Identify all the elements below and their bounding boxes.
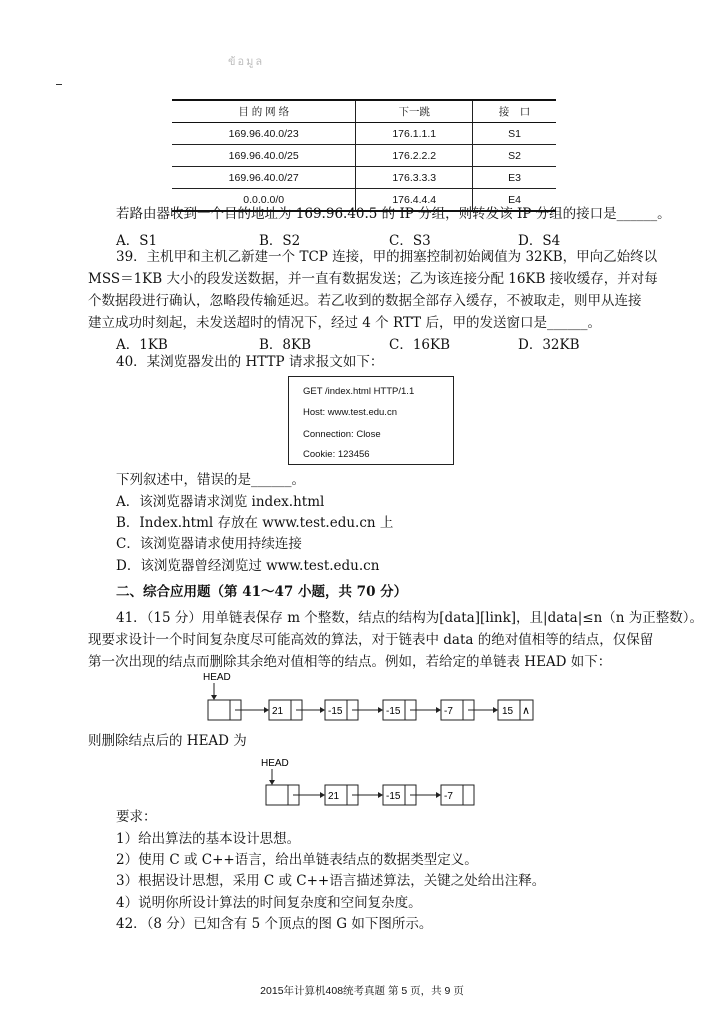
table-cell: 169.96.40.0/27 — [172, 167, 356, 189]
q38-option-c: C．S3 — [389, 233, 431, 249]
list-node — [266, 785, 325, 805]
table-cell: 176.1.1.1 — [356, 123, 473, 145]
list-node — [325, 700, 383, 720]
list-node — [441, 700, 498, 720]
faded-header-text: ข้อมูล — [228, 55, 265, 68]
q40-stem: 40．某浏览器发出的 HTTP 请求报文如下： — [116, 354, 384, 370]
requirement-item: 2）使用 C 或 C++语言，给出单链表结点的数据类型定义。 — [116, 852, 478, 868]
routing-table-header — [172, 100, 556, 123]
http-request-box — [288, 376, 454, 465]
table-cell: 169.96.40.0/25 — [172, 145, 356, 167]
list-node — [498, 700, 533, 720]
head-label: HEAD — [203, 672, 231, 683]
table-cell: S1 — [473, 123, 556, 145]
q40-option-a: A．该浏览器请求浏览 index.html — [116, 494, 325, 510]
q38-option-a: A．S1 — [116, 233, 158, 249]
q38-option-d: D．S4 — [518, 233, 561, 249]
table-cell: 169.96.40.0/23 — [172, 123, 356, 145]
q40-question: 下列叙述中，错误的是______。 — [116, 472, 305, 488]
q41-line: 现要求设计一个时间复杂度尽可能高效的算法，对于链表中 data 的绝对值相等的结点，仅保留 — [88, 632, 654, 648]
table-cell: E3 — [473, 167, 556, 189]
column-header: 接 口 — [473, 100, 556, 123]
request-line: GET /index.html HTTP/1.1 — [303, 386, 415, 397]
table-row — [172, 145, 556, 167]
q39-option-c: C．16KB — [389, 337, 451, 353]
q39-option-d: D．32KB — [518, 337, 580, 353]
list-node — [383, 785, 441, 805]
section-title: 二、综合应用题（第 41～47 小题，共 70 分） — [116, 584, 408, 600]
request-line: Connection: Close — [303, 429, 381, 440]
table-cell: E4 — [473, 189, 556, 212]
node-value: 15 — [502, 706, 514, 717]
column-header: 目 的 网 络 — [172, 100, 356, 123]
request-line: Cookie: 123456 — [303, 449, 370, 460]
requirement-item: 4）说明你所设计算法的时间复杂度和空间复杂度。 — [116, 895, 422, 911]
table-cell: 176.4.4.4 — [356, 189, 473, 212]
q39-line: 39．主机甲和主机乙新建一个 TCP 连接，甲的拥塞控制初始阈值为 32KB，甲向乙始终以 — [116, 249, 658, 265]
q40-option-c: C．该浏览器请求使用持续连接 — [116, 536, 302, 552]
page-footer: 2015年计算机408统考真题 第 5 页，共 9 页 — [260, 985, 464, 997]
q42-stem: 42．（8 分）已知含有 5 个顶点的图 G 如下图所示。 — [116, 916, 433, 932]
q39-line: 建立成功时刻起，未发送超时的情况下，经过 4 个 RTT 后，甲的发送窗口是______。 — [88, 315, 601, 331]
node-value: -7 — [444, 791, 453, 802]
column-header: 下一跳 — [356, 100, 473, 123]
node-value: 21 — [328, 791, 340, 802]
table-cell: 176.3.3.3 — [356, 167, 473, 189]
table-row — [172, 167, 556, 189]
list-node — [383, 700, 441, 720]
table-cell: 0.0.0.0/0 — [172, 189, 356, 212]
list-node — [441, 785, 474, 805]
node-value: -15 — [328, 706, 343, 717]
q40-option-b: B．Index.html 存放在 www.test.edu.cn 上 — [116, 515, 394, 531]
requirement-item: 3）根据设计思想，采用 C 或 C++语言描述算法，关键之处给出注释。 — [116, 873, 546, 889]
linked-list-after — [258, 754, 478, 814]
linked-list-before — [200, 668, 540, 730]
list-node — [325, 785, 383, 805]
q39-option-b: B．8KB — [259, 337, 312, 353]
q41-line: 第一次出现的结点而删除其余绝对值相等的结点。例如，若给定的单链表 HEAD 如下： — [88, 654, 612, 670]
table-cell: S2 — [473, 145, 556, 167]
node-value: -15 — [386, 791, 401, 802]
q38-stem: 若路由器收到一个目的地址为 169.96.40.5 的 IP 分组，则转发该 IP 分组的接口是______。 — [116, 206, 671, 222]
table-cell: 176.2.2.2 — [356, 145, 473, 167]
list-node — [208, 700, 269, 720]
q38-option-b: B．S2 — [259, 233, 301, 249]
node-value: -7 — [444, 706, 453, 717]
q39-option-a: A．1KB — [116, 337, 168, 353]
request-line: Host: www.test.edu.cn — [303, 407, 397, 418]
table-row — [172, 123, 556, 145]
node-value: -15 — [386, 706, 401, 717]
routing-table — [172, 99, 556, 212]
requirements-title: 要求： — [116, 809, 157, 825]
q39-line: 个数据段进行确认，忽略段传输延迟。若乙收到的数据全部存入缓存，不被取走，则甲从连接 — [88, 293, 642, 309]
q41-after-text: 则删除结点后的 HEAD 为 — [88, 733, 247, 749]
requirement-item: 1）给出算法的基本设计思想。 — [116, 831, 301, 847]
q40-option-d: D．该浏览器曾经浏览过 www.test.edu.cn — [116, 558, 380, 574]
null-mark: ∧ — [522, 705, 531, 717]
margin-mark — [56, 84, 62, 85]
q41-line: 41．（15 分）用单链表保存 m 个整数，结点的结构为[data][link]，且|data|≤n（n 为正整数）。 — [116, 610, 704, 626]
q39-line: MSS＝1KB 大小的段发送数据，并一直有数据发送；乙为该连接分配 16KB 接收缓存，并对每 — [88, 271, 658, 287]
node-value: 21 — [272, 706, 284, 717]
head-label: HEAD — [261, 758, 289, 769]
list-node — [269, 700, 325, 720]
